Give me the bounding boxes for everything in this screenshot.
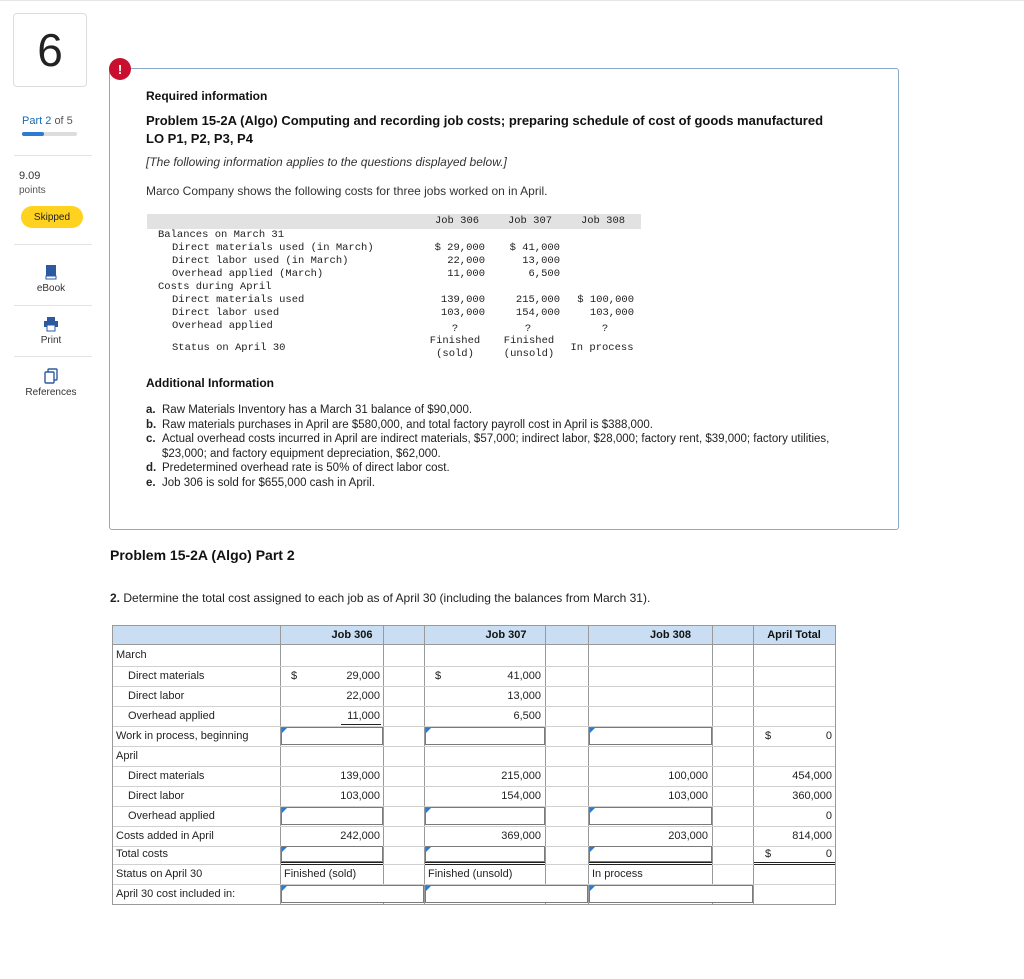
total-job307-input[interactable]: [425, 846, 545, 862]
cell-value: 154,000: [515, 307, 560, 319]
points-value: 9.09: [19, 170, 41, 182]
cell-value: 215,000: [501, 770, 541, 782]
question-number[interactable]: 6: [13, 13, 87, 87]
dollar-sign: $: [291, 670, 298, 682]
problem-title: Problem 15-2A (Algo) Computing and recording job costs; preparing schedule of cost of goods manufactured LO P1, P2, P3, P4: [146, 113, 824, 146]
row-label: Overhead applied (March): [172, 268, 324, 280]
part2-question: 2. Determine the total cost assigned to each job as of April 30 (including the balances from March 31).: [110, 591, 651, 605]
included-job306-input[interactable]: [281, 885, 424, 903]
underline: [341, 724, 381, 725]
cell-value: 242,000: [340, 830, 380, 842]
references-button[interactable]: [14, 368, 88, 398]
cost-header-job307: Job 307: [507, 215, 553, 227]
cell-value: $ 100,000: [577, 294, 634, 306]
cell-value: 13,000: [522, 255, 560, 267]
cell-value: 0: [825, 848, 832, 860]
ebook-label: eBook: [36, 283, 66, 294]
row-divider: [113, 766, 835, 767]
row-divider: [113, 666, 835, 667]
total-job306-input[interactable]: [281, 846, 383, 862]
ebook-button[interactable]: [14, 264, 88, 294]
double-underline: [281, 862, 383, 865]
cell-value: 360,000: [792, 790, 832, 802]
sidebar-divider: [14, 356, 92, 357]
double-underline: [754, 862, 835, 865]
row-label: Overhead applied: [172, 320, 273, 332]
cell-value: 154,000: [501, 790, 541, 802]
cell-value: 0: [825, 810, 832, 822]
cell-value: 22,000: [346, 690, 380, 702]
section-april: Costs during April: [158, 281, 272, 293]
status-job308: In process: [592, 868, 643, 880]
cell-value: 13,000: [507, 690, 541, 702]
cell-value: ?: [601, 323, 609, 335]
overhead-job306-input[interactable]: [281, 807, 383, 825]
wip-job307-input[interactable]: [425, 727, 545, 745]
cost-table-header: [147, 214, 641, 229]
cell-value: 22,000: [447, 255, 485, 267]
column-divider: [383, 626, 384, 904]
cell-value: 814,000: [792, 830, 832, 842]
row-label-march: March: [116, 649, 147, 661]
print-button[interactable]: [14, 316, 88, 346]
section-balances: Balances on March 31: [158, 229, 285, 241]
status-badge: Skipped: [21, 206, 83, 228]
cell-value: 11,000: [447, 268, 485, 280]
wip-job306-input[interactable]: [281, 727, 383, 745]
header-total: April Total: [753, 626, 835, 645]
included-job307-input[interactable]: [425, 885, 588, 903]
cell-value: 11,000: [347, 710, 380, 722]
sidebar-divider: [14, 244, 92, 245]
row-divider: [113, 746, 835, 747]
cell-value: 0: [825, 730, 832, 742]
part-indicator: [22, 115, 73, 127]
answer-table: [112, 625, 836, 905]
cost-header-job306: Job 306: [434, 215, 480, 227]
job-cost-table: [147, 214, 641, 366]
list-item: a. Raw Materials Inventory has a March 31 balance of $90,000.: [146, 404, 473, 416]
header-label-col: [113, 626, 280, 645]
wip-job308-input[interactable]: [589, 727, 712, 745]
cell-value: 103,000: [668, 790, 708, 802]
list-item: e. Job 306 is sold for $655,000 cash in April.: [146, 476, 375, 489]
row-divider: [113, 786, 835, 787]
part-progress-fill: [22, 132, 44, 136]
status-job307: Finished (unsold): [428, 868, 513, 880]
cell-value: (sold): [436, 348, 474, 360]
cell-value: 103,000: [440, 307, 485, 319]
part-total: of 5: [54, 115, 73, 127]
row-label: Direct labor used (in March): [172, 255, 349, 267]
cell-value: ?: [451, 323, 459, 335]
cell-value: In process: [570, 342, 634, 354]
required-heading: Required information: [146, 89, 268, 103]
row-label: Direct materials: [128, 670, 205, 682]
part2-title: Problem 15-2A (Algo) Part 2: [110, 547, 295, 563]
row-label: Status on April 30: [172, 342, 286, 354]
intro-text: Marco Company shows the following costs for three jobs worked on in April.: [146, 184, 548, 198]
sidebar-divider: [14, 305, 92, 306]
sidebar-divider: [14, 155, 92, 156]
cell-value: Finished: [429, 335, 481, 347]
top-divider: [0, 0, 1024, 3]
cell-value: 6,500: [513, 710, 541, 722]
row-label: Direct labor: [128, 790, 185, 802]
row-label: Overhead applied: [128, 710, 215, 722]
part-word: Part: [22, 115, 43, 127]
cell-value: 41,000: [507, 670, 541, 682]
double-underline: [425, 862, 545, 865]
additional-info-list: [146, 403, 866, 490]
part-current: 2: [45, 115, 52, 127]
cell-value: Finished: [503, 335, 555, 347]
included-job308-input[interactable]: [589, 885, 753, 903]
cell-value: 29,000: [346, 670, 380, 682]
row-divider: [113, 826, 835, 827]
column-divider: [545, 626, 546, 904]
double-underline: [589, 862, 712, 865]
cell-value: $ 29,000: [434, 242, 485, 254]
row-label: Work in process, beginning: [116, 730, 249, 742]
row-label: Overhead applied: [128, 810, 215, 822]
overhead-job308-input[interactable]: [589, 807, 712, 825]
header-job307: Job 307: [424, 626, 588, 645]
alert-icon: !: [109, 58, 131, 80]
cell-value: 454,000: [792, 770, 832, 782]
row-divider: [113, 706, 835, 707]
cell-value: 103,000: [340, 790, 380, 802]
header-job308: Job 308: [588, 626, 753, 645]
cell-value: ?: [524, 323, 532, 335]
column-divider: [712, 626, 713, 904]
list-item: d. Predetermined overhead rate is 50% of direct labor cost.: [146, 462, 450, 474]
overhead-job307-input[interactable]: [425, 807, 545, 825]
row-label: Direct labor: [128, 690, 185, 702]
print-icon: [43, 316, 59, 332]
row-label: Total costs: [116, 848, 168, 860]
row-label: Direct materials used (in March): [172, 242, 374, 254]
cost-header-job308: Job 308: [580, 215, 626, 227]
list-item: b. Raw materials purchases in April are $580,000, and total factory payroll cost in April is $388,000.: [146, 418, 653, 431]
cell-value: 139,000: [340, 770, 380, 782]
book-icon: [43, 264, 59, 280]
applies-note: [The following information applies to the questions displayed below.]: [146, 155, 507, 169]
cell-value: 100,000: [668, 770, 708, 782]
cell-value: 103,000: [589, 307, 634, 319]
additional-info-heading: Additional Information: [146, 376, 274, 390]
status-job306: Finished (sold): [284, 868, 357, 880]
print-label: Print: [40, 335, 62, 346]
cell-value: 6,500: [528, 268, 560, 280]
cell-value: 203,000: [668, 830, 708, 842]
row-label: Direct materials: [128, 770, 205, 782]
question-sidebar: [0, 0, 94, 979]
cell-value: 139,000: [440, 294, 485, 306]
row-label: Direct labor used: [172, 307, 280, 319]
row-label: April 30 cost included in:: [116, 888, 236, 900]
list-item: c. Actual overhead costs incurred in April are indirect materials, $57,000; indirect labor, $28,000; factory rent, $39,000; factory utilities, $23,000; and factory equipment depreciation, $62,000.: [146, 433, 830, 460]
total-job308-input[interactable]: [589, 846, 712, 862]
cell-value: 215,000: [515, 294, 560, 306]
references-label: References: [25, 387, 77, 398]
row-label-april: April: [116, 750, 139, 762]
dollar-sign: $: [765, 730, 772, 742]
header-job306: Job 306: [280, 626, 424, 645]
cell-value: 369,000: [501, 830, 541, 842]
dollar-sign: $: [765, 848, 772, 860]
part-progress-bar: [22, 132, 77, 136]
row-label: Status on April 30: [116, 868, 203, 880]
points-label: points: [19, 185, 46, 196]
cell-value: $ 41,000: [509, 242, 560, 254]
references-icon: [43, 368, 59, 384]
row-label: Direct materials used: [172, 294, 305, 306]
dollar-sign: $: [435, 670, 442, 682]
row-label: Costs added in April: [116, 830, 214, 842]
cell-value: (unsold): [503, 348, 555, 360]
row-divider: [113, 686, 835, 687]
